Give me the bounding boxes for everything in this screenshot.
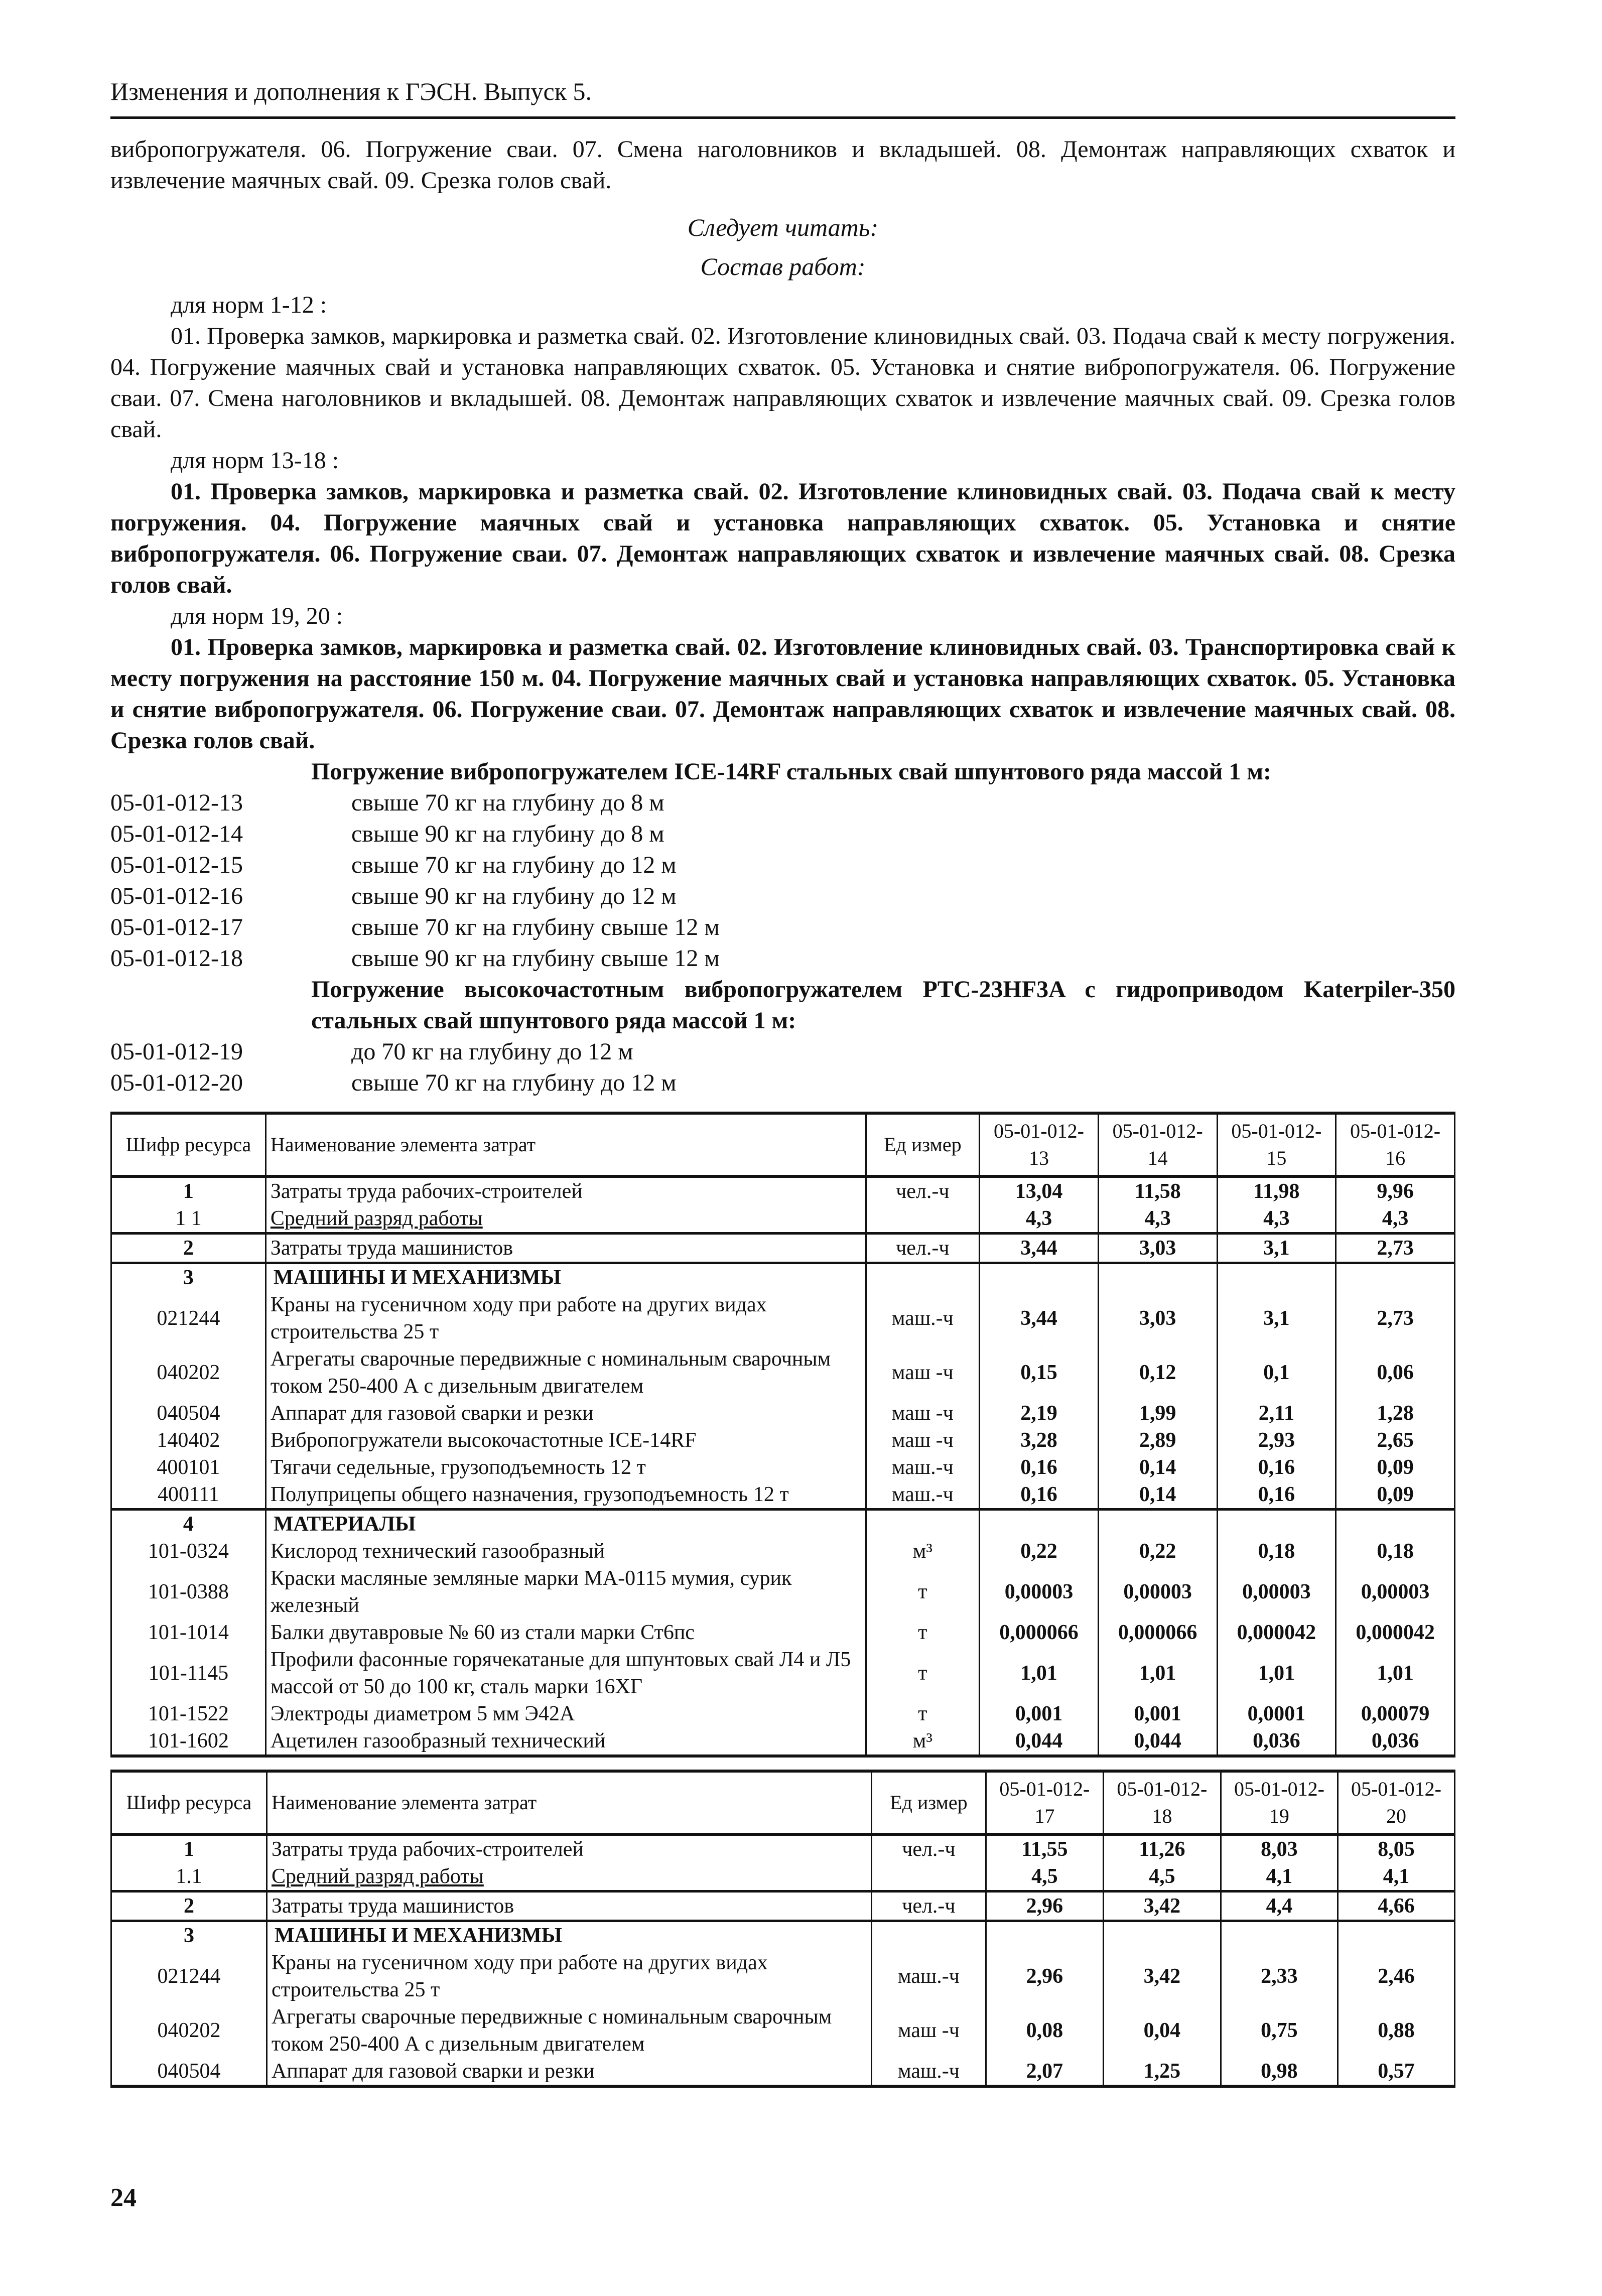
work-composition-heading: Состав работ: [700, 252, 866, 281]
table-row [111, 1538, 1455, 1565]
norm-value: 2,07 [986, 2058, 1103, 2086]
resource-code: 101-1522 [111, 1700, 266, 1727]
norm-value: 2,11 [1217, 1400, 1336, 1427]
table-row [111, 1863, 1455, 1892]
unit: чел.-ч [871, 1892, 986, 1921]
norm-row [110, 912, 1455, 943]
norm-value: 11,26 [1103, 1834, 1221, 1863]
norm-value: 0,09 [1336, 1481, 1455, 1510]
norm-value [1217, 1263, 1336, 1292]
unit: маш.-ч [871, 1949, 986, 2003]
norm-value: 0,000066 [1098, 1619, 1217, 1646]
norm-row [110, 850, 1455, 881]
norm-value: 0,1 [1217, 1345, 1336, 1400]
norm-value [1338, 1921, 1454, 1950]
norm-value [1336, 1263, 1455, 1292]
norm-value: 0,044 [1098, 1727, 1217, 1756]
norm-value: 0,18 [1336, 1538, 1455, 1565]
unit: маш.-ч [866, 1481, 979, 1510]
resource-name: Балки двутавровые № 60 из стали марки Ст6пс [265, 1619, 866, 1646]
unit: маш -ч [866, 1345, 979, 1400]
norm-value: 2,96 [986, 1892, 1103, 1921]
resource-code: 101-0324 [111, 1538, 266, 1565]
norm-value: 2,89 [1098, 1427, 1217, 1454]
norm-value: 0,16 [980, 1481, 1099, 1510]
norm-row [110, 819, 1455, 850]
unit: чел.-ч [866, 1234, 979, 1263]
norm-code: 05-01-012-15 [110, 852, 243, 878]
unit: т [866, 1646, 979, 1700]
resource-code: 400111 [111, 1481, 266, 1510]
unit: т [866, 1619, 979, 1646]
norm-value [986, 1921, 1103, 1950]
col-header-norm: 05-01-012-17 [986, 1771, 1103, 1834]
resource-name: Ацетилен газообразный технический [265, 1727, 866, 1756]
norm-value: 0,22 [980, 1538, 1099, 1565]
norm-value: 4,1 [1221, 1863, 1338, 1892]
norm-value: 4,1 [1338, 1863, 1454, 1892]
norm-code: 05-01-012-18 [110, 945, 243, 972]
resource-name: Аппарат для газовой сварки и резки [265, 1400, 866, 1427]
resource-code: 040504 [111, 1400, 266, 1427]
col-header-norm: 05-01-012-14 [1098, 1113, 1217, 1176]
resource-code: 1.1 [111, 1863, 267, 1892]
resource-code: 101-0388 [111, 1565, 266, 1619]
table-row [111, 1400, 1455, 1427]
norm-value [1217, 1510, 1336, 1538]
norm-value: 0,00003 [1336, 1565, 1455, 1619]
resource-name: Полуприцепы общего назначения, грузоподъемность 12 т [265, 1481, 866, 1510]
unit: чел.-ч [866, 1176, 979, 1205]
norm-value: 0,044 [980, 1727, 1099, 1756]
norm-value: 0,18 [1217, 1538, 1336, 1565]
resource-name: Краски масляные земляные марки МА-0115 мумия, сурик железный [265, 1565, 866, 1619]
norm-value: 0,001 [980, 1700, 1099, 1727]
unit [866, 1263, 979, 1292]
norm-value: 0,000066 [980, 1619, 1099, 1646]
resource-name: МАШИНЫ И МЕХАНИЗМЫ [266, 1921, 871, 1950]
norm-desc: свыше 70 кг на глубину до 12 м [351, 1069, 677, 1096]
norm-value: 0,09 [1336, 1454, 1455, 1481]
resource-name: Вибропогружатели высокочастотные ICE-14RF [265, 1427, 866, 1454]
col-header-unit: Ед измер [866, 1113, 979, 1176]
norm-value: 2,73 [1336, 1291, 1455, 1345]
col-header-norm: 05-01-012-15 [1217, 1113, 1336, 1176]
unit: т [866, 1565, 979, 1619]
unit [871, 1921, 986, 1950]
unit: маш.-ч [871, 2058, 986, 2086]
norm-value: 4,5 [1103, 1863, 1221, 1892]
norm-value: 3,42 [1103, 1892, 1221, 1921]
resource-code: 101-1014 [111, 1619, 266, 1646]
norm-code: 05-01-012-14 [110, 821, 243, 847]
table-row [111, 1700, 1455, 1727]
table-row [111, 1646, 1455, 1700]
norm-code: 05-01-012-17 [110, 914, 243, 940]
unit: т [866, 1700, 979, 1727]
group-b-norm-list [110, 1036, 1455, 1099]
table-row [111, 1234, 1455, 1263]
resource-name: Краны на гусеничном ходу при работе на других видах строительства 25 т [265, 1291, 866, 1345]
norm-value: 1,01 [1336, 1646, 1455, 1700]
should-read-heading: Следует читать: [687, 213, 879, 241]
norm-value: 0,00003 [1098, 1565, 1217, 1619]
norm-value: 4,3 [1217, 1205, 1336, 1234]
resource-name: МАТЕРИАЛЫ [265, 1510, 866, 1538]
norm-value: 0,036 [1217, 1727, 1336, 1756]
norms-19-20-text: 01. Проверка замков, маркировка и разметка свай. 02. Изготовление клиновидных свай. 03. Транспортировка свай к месту погружения на расстояние 150 м. 04. Погружение маячных свай и установка направляющих схваток. 05. Установка и снятие вибропогружателя. 06. Погружение сваи. 07. Демонтаж направляющих схваток и извлечение маячных свай. 08. Срезка голов свай. [110, 634, 1455, 754]
unit: маш -ч [866, 1427, 979, 1454]
running-title: Изменения и дополнения к ГЭСН. Выпуск 5. [110, 75, 1455, 119]
norm-desc: свыше 90 кг на глубину до 8 м [351, 821, 664, 847]
norm-value: 0,00003 [1217, 1565, 1336, 1619]
norm-desc: до 70 кг на глубину до 12 м [351, 1038, 633, 1065]
table-body [111, 1176, 1455, 1756]
resource-name: Кислород технический газообразный [265, 1538, 866, 1565]
norm-value: 0,22 [1098, 1538, 1217, 1565]
norms-13-18-text: 01. Проверка замков, маркировка и разметка свай. 02. Изготовление клиновидных свай. 03. Подача свай к месту погружения. 04. Погружение маячных свай и установка направляющих схваток. 05. Установка и снятие вибропогружателя. 06. Погружение сваи. 07. Демонтаж направляющих схваток и извлечение маячных свай. 08. Срезка голов свай. [110, 478, 1455, 598]
norm-value: 3,03 [1098, 1234, 1217, 1263]
table-row [111, 1619, 1455, 1646]
resource-name: Средний разряд работы [266, 1863, 871, 1892]
table-row [111, 1921, 1455, 1950]
norm-value [980, 1510, 1099, 1538]
norm-value: 0,14 [1098, 1454, 1217, 1481]
norm-value: 4,3 [1098, 1205, 1217, 1234]
norm-value: 2,93 [1217, 1427, 1336, 1454]
table-row [111, 1892, 1455, 1921]
norm-value: 0,88 [1338, 2003, 1454, 2058]
norm-desc: свыше 90 кг на глубину свыше 12 м [351, 945, 720, 972]
norms-13-18-label: для норм 13-18 : [171, 447, 339, 474]
resource-code: 140402 [111, 1427, 266, 1454]
resource-name: Затраты труда машинистов [266, 1892, 871, 1921]
resource-code: 040202 [111, 2003, 267, 2058]
norms-19-20-label: для норм 19, 20 : [171, 603, 343, 629]
norm-value: 3,44 [980, 1291, 1099, 1345]
resource-name: Затраты труда машинистов [265, 1234, 866, 1263]
resource-code: 1 [111, 1834, 267, 1863]
group-b-title: Погружение высокочастотным вибропогружателем PTC-23HF3A с гидроприводом Katerpiler-350 стальных свай шпунтового ряда массой 1 м: [311, 976, 1455, 1034]
unit [866, 1510, 979, 1538]
table-row [111, 1345, 1455, 1400]
unit: чел.-ч [871, 1834, 986, 1863]
norm-value: 1,28 [1336, 1400, 1455, 1427]
norm-value: 1,01 [980, 1646, 1099, 1700]
table-row [111, 1565, 1455, 1619]
norm-value: 0,08 [986, 2003, 1103, 2058]
resource-code: 1 [111, 1176, 266, 1205]
norm-row [110, 1067, 1455, 1099]
resource-name: Затраты труда рабочих-строителей [265, 1176, 866, 1205]
norm-value: 4,3 [1336, 1205, 1455, 1234]
resource-name: Агрегаты сварочные передвижные с номинальным сварочным током 250-400 А с дизельным двигателем [265, 1345, 866, 1400]
norm-value [1098, 1263, 1217, 1292]
norm-value: 2,46 [1338, 1949, 1454, 2003]
norm-row [110, 943, 1455, 974]
resource-code: 2 [111, 1892, 267, 1921]
unit: маш -ч [866, 1400, 979, 1427]
norm-value [1336, 1510, 1455, 1538]
resource-code: 040202 [111, 1345, 266, 1400]
norm-value: 0,57 [1338, 2058, 1454, 2086]
col-header-code: Шифр ресурса [111, 1113, 266, 1176]
norm-value: 3,1 [1217, 1234, 1336, 1263]
norm-value: 8,03 [1221, 1834, 1338, 1863]
resource-code: 021244 [111, 1291, 266, 1345]
norm-code: 05-01-012-13 [110, 789, 243, 816]
col-header-name: Наименование элемента затрат [265, 1113, 866, 1176]
norm-value: 0,75 [1221, 2003, 1338, 2058]
norm-value: 0,036 [1336, 1727, 1455, 1756]
norm-value: 0,12 [1098, 1345, 1217, 1400]
norm-value: 8,05 [1338, 1834, 1454, 1863]
norm-value: 2,73 [1336, 1234, 1455, 1263]
table-row [111, 1949, 1455, 2003]
norm-value: 11,58 [1098, 1176, 1217, 1205]
norm-value: 4,3 [980, 1205, 1099, 1234]
norm-value: 0,16 [980, 1454, 1099, 1481]
resource-table-1 [110, 1112, 1455, 1758]
norm-code: 05-01-012-20 [110, 1069, 243, 1096]
norm-value: 4,5 [986, 1863, 1103, 1892]
norm-value: 2,96 [986, 1949, 1103, 2003]
resource-code: 021244 [111, 1949, 267, 2003]
resource-code: 101-1145 [111, 1646, 266, 1700]
norms-1-12-label: для норм 1-12 : [171, 292, 327, 318]
norm-value: 9,96 [1336, 1176, 1455, 1205]
resource-code: 3 [111, 1263, 266, 1292]
resource-code: 3 [111, 1921, 267, 1950]
resource-name: Аппарат для газовой сварки и резки [266, 2058, 871, 2086]
resource-table-2 [110, 1770, 1455, 2088]
norm-value: 0,00003 [980, 1565, 1099, 1619]
document-page [110, 75, 1455, 2088]
resource-name: Краны на гусеничном ходу при работе на других видах строительства 25 т [266, 1949, 871, 2003]
table-row [111, 1291, 1455, 1345]
norm-row [110, 881, 1455, 912]
table-row [111, 1263, 1455, 1292]
norm-value [980, 1263, 1099, 1292]
norm-value: 3,1 [1217, 1291, 1336, 1345]
table-row [111, 1834, 1455, 1863]
resource-name: Тягачи седельные, грузоподъемность 12 т [265, 1454, 866, 1481]
table-header-row [111, 1113, 1455, 1176]
norm-value: 0,98 [1221, 2058, 1338, 2086]
table-row [111, 2003, 1455, 2058]
table-row [111, 1510, 1455, 1538]
page-number: 24 [110, 2184, 137, 2212]
norm-value: 4,4 [1221, 1892, 1338, 1921]
unit: маш -ч [871, 2003, 986, 2058]
unit: м³ [866, 1727, 979, 1756]
norm-value: 2,65 [1336, 1427, 1455, 1454]
table-row [111, 1205, 1455, 1234]
norm-value: 0,000042 [1336, 1619, 1455, 1646]
table-row [111, 1481, 1455, 1510]
unit: м³ [866, 1538, 979, 1565]
resource-name: Агрегаты сварочные передвижные с номинальным сварочным током 250-400 А с дизельным двигателем [266, 2003, 871, 2058]
table-header-row [111, 1771, 1455, 1834]
norm-desc: свыше 90 кг на глубину до 12 м [351, 883, 677, 909]
norm-value: 0,00079 [1336, 1700, 1455, 1727]
norm-value: 3,03 [1098, 1291, 1217, 1345]
table-row [111, 1176, 1455, 1205]
norm-code: 05-01-012-19 [110, 1038, 243, 1065]
norm-row [110, 1036, 1455, 1067]
col-header-norm: 05-01-012-18 [1103, 1771, 1221, 1834]
norm-row [110, 787, 1455, 819]
resource-code: 4 [111, 1510, 266, 1538]
col-header-name: Наименование элемента затрат [266, 1771, 871, 1834]
norm-value: 1,01 [1217, 1646, 1336, 1700]
norm-value: 2,33 [1221, 1949, 1338, 2003]
resource-code: 400101 [111, 1454, 266, 1481]
norm-value: 3,42 [1103, 1949, 1221, 2003]
table-row [111, 1454, 1455, 1481]
norm-value: 2,19 [980, 1400, 1099, 1427]
norm-value: 13,04 [980, 1176, 1099, 1205]
group-a-norm-list [110, 787, 1455, 974]
resource-name: Профили фасонные горячекатаные для шпунтовых свай Л4 и Л5 массой от 50 до 100 кг, сталь марки 16ХГ [265, 1646, 866, 1700]
table-row [111, 1427, 1455, 1454]
resource-code: 040504 [111, 2058, 267, 2086]
resource-name: Электроды диаметром 5 мм Э42А [265, 1700, 866, 1727]
unit: маш.-ч [866, 1454, 979, 1481]
norm-value: 0,16 [1217, 1454, 1336, 1481]
norm-value: 1,25 [1103, 2058, 1221, 2086]
table-body [111, 1834, 1455, 2086]
norm-value: 1,01 [1098, 1646, 1217, 1700]
table-row [111, 1727, 1455, 1756]
resource-name: МАШИНЫ И МЕХАНИЗМЫ [265, 1263, 866, 1292]
norm-value: 0,06 [1336, 1345, 1455, 1400]
norm-value [1221, 1921, 1338, 1950]
col-header-unit: Ед измер [871, 1771, 986, 1834]
group-a-title: Погружение вибропогружателем ICE-14RF стальных свай шпунтового ряда массой 1 м: [311, 758, 1271, 785]
col-header-norm: 05-01-012-13 [980, 1113, 1099, 1176]
norm-value [1103, 1921, 1221, 1950]
unit [866, 1205, 979, 1234]
norm-value: 1,99 [1098, 1400, 1217, 1427]
norm-value: 3,28 [980, 1427, 1099, 1454]
resource-code: 101-1602 [111, 1727, 266, 1756]
resource-code: 1 1 [111, 1205, 266, 1234]
col-header-norm: 05-01-012-16 [1336, 1113, 1455, 1176]
col-header-norm: 05-01-012-20 [1338, 1771, 1454, 1834]
norm-desc: свыше 70 кг на глубину до 8 м [351, 789, 664, 816]
col-header-norm: 05-01-012-19 [1221, 1771, 1338, 1834]
resource-name: Средний разряд работы [265, 1205, 866, 1234]
table-row [111, 2058, 1455, 2086]
norm-value: 11,98 [1217, 1176, 1336, 1205]
norm-value: 0,000042 [1217, 1619, 1336, 1646]
resource-code: 2 [111, 1234, 266, 1263]
norm-desc: свыше 70 кг на глубину свыше 12 м [351, 914, 720, 940]
norm-value: 0,15 [980, 1345, 1099, 1400]
unit: маш.-ч [866, 1291, 979, 1345]
unit [871, 1863, 986, 1892]
resource-name: Затраты труда рабочих-строителей [266, 1834, 871, 1863]
norm-value: 4,66 [1338, 1892, 1454, 1921]
norm-desc: свыше 70 кг на глубину до 12 м [351, 852, 677, 878]
norm-value: 0,14 [1098, 1481, 1217, 1510]
norm-value: 0,0001 [1217, 1700, 1336, 1727]
col-header-code: Шифр ресурса [111, 1771, 267, 1834]
norm-value: 0,001 [1098, 1700, 1217, 1727]
norm-value: 11,55 [986, 1834, 1103, 1863]
norm-code: 05-01-012-16 [110, 883, 243, 909]
norms-1-12-text: 01. Проверка замков, маркировка и разметка свай. 02. Изготовление клиновидных свай. 03. Подача свай к месту погружения. 04. Погружение маячных свай и установка направляющих схваток. 05. Установка и снятие вибропогружателя. 06. Погружение сваи. 07. Смена наголовников и вкладышей. 08. Демонтаж направляющих схваток и извлечение маячных свай. 09. Срезка голов свай. [110, 323, 1455, 443]
norm-value: 0,04 [1103, 2003, 1221, 2058]
intro-tail-paragraph: вибропогружателя. 06. Погружение сваи. 07. Смена наголовников и вкладышей. 08. Демонтаж направляющих схваток и извлечение маячных свай. 09. Срезка голов свай. [110, 136, 1455, 194]
norm-value [1098, 1510, 1217, 1538]
norm-value: 0,16 [1217, 1481, 1336, 1510]
norm-value: 3,44 [980, 1234, 1099, 1263]
